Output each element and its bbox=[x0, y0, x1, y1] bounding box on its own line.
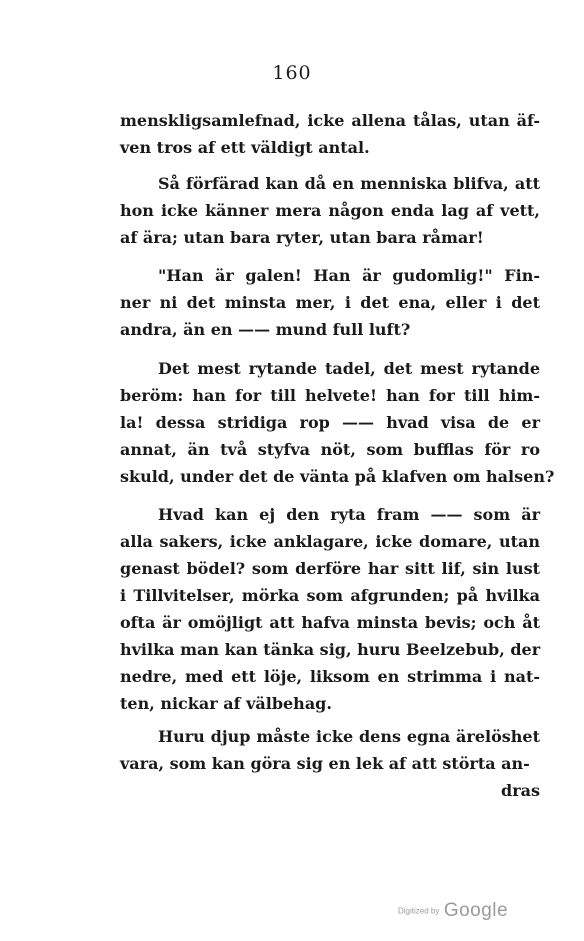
paragraph bbox=[120, 723, 540, 777]
text-line: i Tillvitelser, mörka som afgrunden; på hvilka bbox=[120, 586, 540, 605]
catchword-text: dras bbox=[501, 781, 540, 800]
catchword bbox=[120, 777, 540, 804]
text-line: skuld, under det de vänta på klafven om halsen? bbox=[120, 467, 555, 486]
watermark-small: Digitized by bbox=[398, 906, 440, 916]
text-line: nedre, med ett löje, liksom en strimma i nat- bbox=[120, 667, 540, 686]
paragraph bbox=[120, 107, 540, 161]
text-line: hvilka man kan tänka sig, huru Beelzebub, der bbox=[120, 640, 541, 659]
paragraph bbox=[120, 170, 540, 251]
text-line: Huru djup måste icke dens egna ärelöshet bbox=[158, 727, 540, 746]
page-number: 160 bbox=[272, 62, 312, 84]
text-line: andra, än en —— mund full luft? bbox=[120, 320, 411, 339]
text-line: ofta är omöjligt att hafva minsta bevis; och åt bbox=[120, 613, 540, 632]
text-line: ten, nickar af välbehag. bbox=[120, 694, 332, 713]
text-line: "Han är galen! Han är gudomlig!" Fin- bbox=[158, 266, 540, 285]
paragraph bbox=[120, 355, 555, 490]
paragraph bbox=[120, 262, 540, 343]
paragraph bbox=[120, 501, 540, 717]
text-line: la! dessa stridiga rop —— hvad visa de er bbox=[120, 413, 540, 432]
digitized-watermark bbox=[398, 900, 508, 922]
text-line: beröm: han for till helvete! han for till him- bbox=[120, 386, 540, 405]
text-line: Så förfärad kan då en menniska blifva, att bbox=[158, 174, 540, 193]
text-line: Hvad kan ej den ryta fram —— som är bbox=[158, 505, 540, 524]
text-line: annat, än två styfva nöt, som bufflas för ro bbox=[120, 440, 540, 459]
watermark-logo: Google bbox=[443, 900, 509, 921]
text-line: hon icke känner mera någon enda lag af vett, bbox=[120, 201, 540, 220]
text-line: ven tros af ett väldigt antal. bbox=[120, 138, 370, 157]
text-line: vara, som kan göra sig en lek af att störta an- bbox=[120, 754, 530, 773]
text-line: af ära; utan bara ryter, utan bara råmar! bbox=[120, 228, 484, 247]
text-line: menskligsamlefnad, icke allena tålas, utan äf- bbox=[120, 111, 540, 130]
text-line: genast bödel? som derföre har sitt lif, sin lust bbox=[120, 559, 540, 578]
text-line: Det mest rytande tadel, det mest rytande bbox=[158, 359, 540, 378]
text-line: alla sakers, icke anklagare, icke domare, utan bbox=[120, 532, 540, 551]
text-line: ner ni det minsta mer, i det ena, eller i det bbox=[120, 293, 540, 312]
